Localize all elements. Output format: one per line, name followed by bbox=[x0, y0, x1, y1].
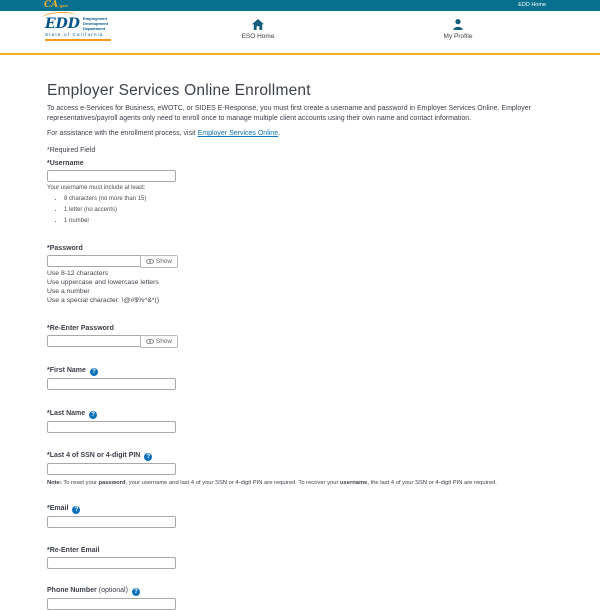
first-name-input[interactable] bbox=[47, 378, 176, 390]
password-show-button[interactable]: Show bbox=[140, 255, 178, 268]
page-title: Employer Services Online Enrollment bbox=[47, 82, 311, 99]
eye-icon bbox=[146, 259, 154, 264]
phone-help-icon[interactable]: ? bbox=[132, 588, 140, 596]
password-rule: Use a special character: !@#$%^&*() bbox=[47, 297, 160, 304]
username-rule: • 8 characters (no more than 15) bbox=[64, 196, 553, 203]
username-label: *Username bbox=[47, 160, 84, 167]
phone-group bbox=[47, 587, 553, 610]
password-rule: Use uppercase and lowercase letters bbox=[47, 279, 159, 286]
nav-eso-home[interactable] bbox=[213, 19, 303, 40]
ssn-pin-help-icon[interactable]: ? bbox=[144, 453, 152, 461]
edd-home-link[interactable]: EDD Home bbox=[518, 2, 546, 8]
edd-logo-tagline: State of California bbox=[45, 32, 111, 41]
password-label: *Password bbox=[47, 245, 83, 252]
site-header bbox=[0, 11, 600, 55]
edd-logo-acronym: EDD bbox=[45, 16, 80, 32]
reset-recovery-note: Note: To reset your password, your username and last 4 of your SSN or 4-digit PIN are required. To recover your username, the last 4 of your SSN or 4-digit PIN are required. bbox=[47, 480, 497, 486]
reenter-email-input[interactable] bbox=[47, 557, 176, 569]
email-label: *Email ? bbox=[47, 505, 553, 514]
required-field-note: *Required Field bbox=[47, 147, 96, 154]
password-rules bbox=[47, 269, 553, 305]
password-group bbox=[47, 245, 553, 305]
intro-paragraph: To access e-Services for Business, eWOTC, or SIDES E-Response, you must first create a username and password in Employer Services Online. Employer representatives/payroll agents only need to enroll once to manage multiple client accounts using their own name and contact information. bbox=[47, 105, 531, 122]
password-rule: Use 8-12 characters bbox=[47, 270, 109, 277]
reenter-password-label: *Re-Enter Password bbox=[47, 325, 114, 332]
ssn-pin-label: *Last 4 of SSN or 4-digit PIN ? bbox=[47, 452, 553, 461]
email-help-icon[interactable]: ? bbox=[72, 506, 80, 514]
username-rule: • 1 number bbox=[64, 218, 553, 225]
edd-logo-department-text: Employment Development Department bbox=[82, 16, 109, 31]
last-name-help-icon[interactable]: ? bbox=[89, 411, 97, 419]
ca-gov-logo[interactable] bbox=[44, 0, 69, 11]
first-name-help-icon[interactable]: ? bbox=[90, 368, 98, 376]
main-content bbox=[0, 57, 600, 600]
phone-label: Phone Number (optional) ? bbox=[47, 587, 553, 596]
reenter-password-show-button[interactable]: Show bbox=[140, 335, 178, 348]
username-hint: Your username must include at least: bbox=[47, 185, 146, 191]
last-name-group bbox=[47, 410, 553, 433]
edd-logo[interactable] bbox=[45, 16, 115, 41]
person-icon bbox=[453, 19, 463, 30]
assistance-line: For assistance with the enrollment process, visit Employer Services Online. bbox=[47, 130, 281, 137]
ssn-pin-group bbox=[47, 452, 553, 475]
last-name-label: *Last Name ? bbox=[47, 410, 553, 419]
eye-icon bbox=[146, 339, 154, 344]
nav-my-profile-label: My Profile bbox=[443, 33, 473, 40]
password-rule: Use a number bbox=[47, 288, 90, 295]
employer-services-online-link[interactable]: Employer Services Online bbox=[197, 130, 279, 137]
reenter-email-group bbox=[47, 547, 553, 569]
email-group bbox=[47, 505, 553, 528]
utility-topbar bbox=[0, 0, 600, 11]
reenter-email-label: *Re-Enter Email bbox=[47, 547, 100, 554]
ca-gov-logo-suffix: .gov bbox=[58, 3, 69, 8]
first-name-label: *First Name ? bbox=[47, 367, 553, 376]
ca-gov-logo-text: CA bbox=[44, 0, 59, 10]
reenter-password-group bbox=[47, 325, 553, 347]
ssn-pin-input[interactable] bbox=[47, 463, 176, 475]
username-group bbox=[47, 160, 553, 225]
username-rules-list bbox=[47, 196, 553, 225]
email-input[interactable] bbox=[47, 516, 176, 528]
username-rule: • 1 letter (no accents) bbox=[64, 207, 553, 214]
home-icon bbox=[252, 19, 264, 30]
nav-eso-home-label: ESO Home bbox=[241, 33, 275, 40]
nav-my-profile[interactable] bbox=[413, 19, 503, 40]
first-name-group bbox=[47, 367, 553, 390]
last-name-input[interactable] bbox=[47, 421, 176, 433]
username-input[interactable] bbox=[47, 170, 176, 182]
